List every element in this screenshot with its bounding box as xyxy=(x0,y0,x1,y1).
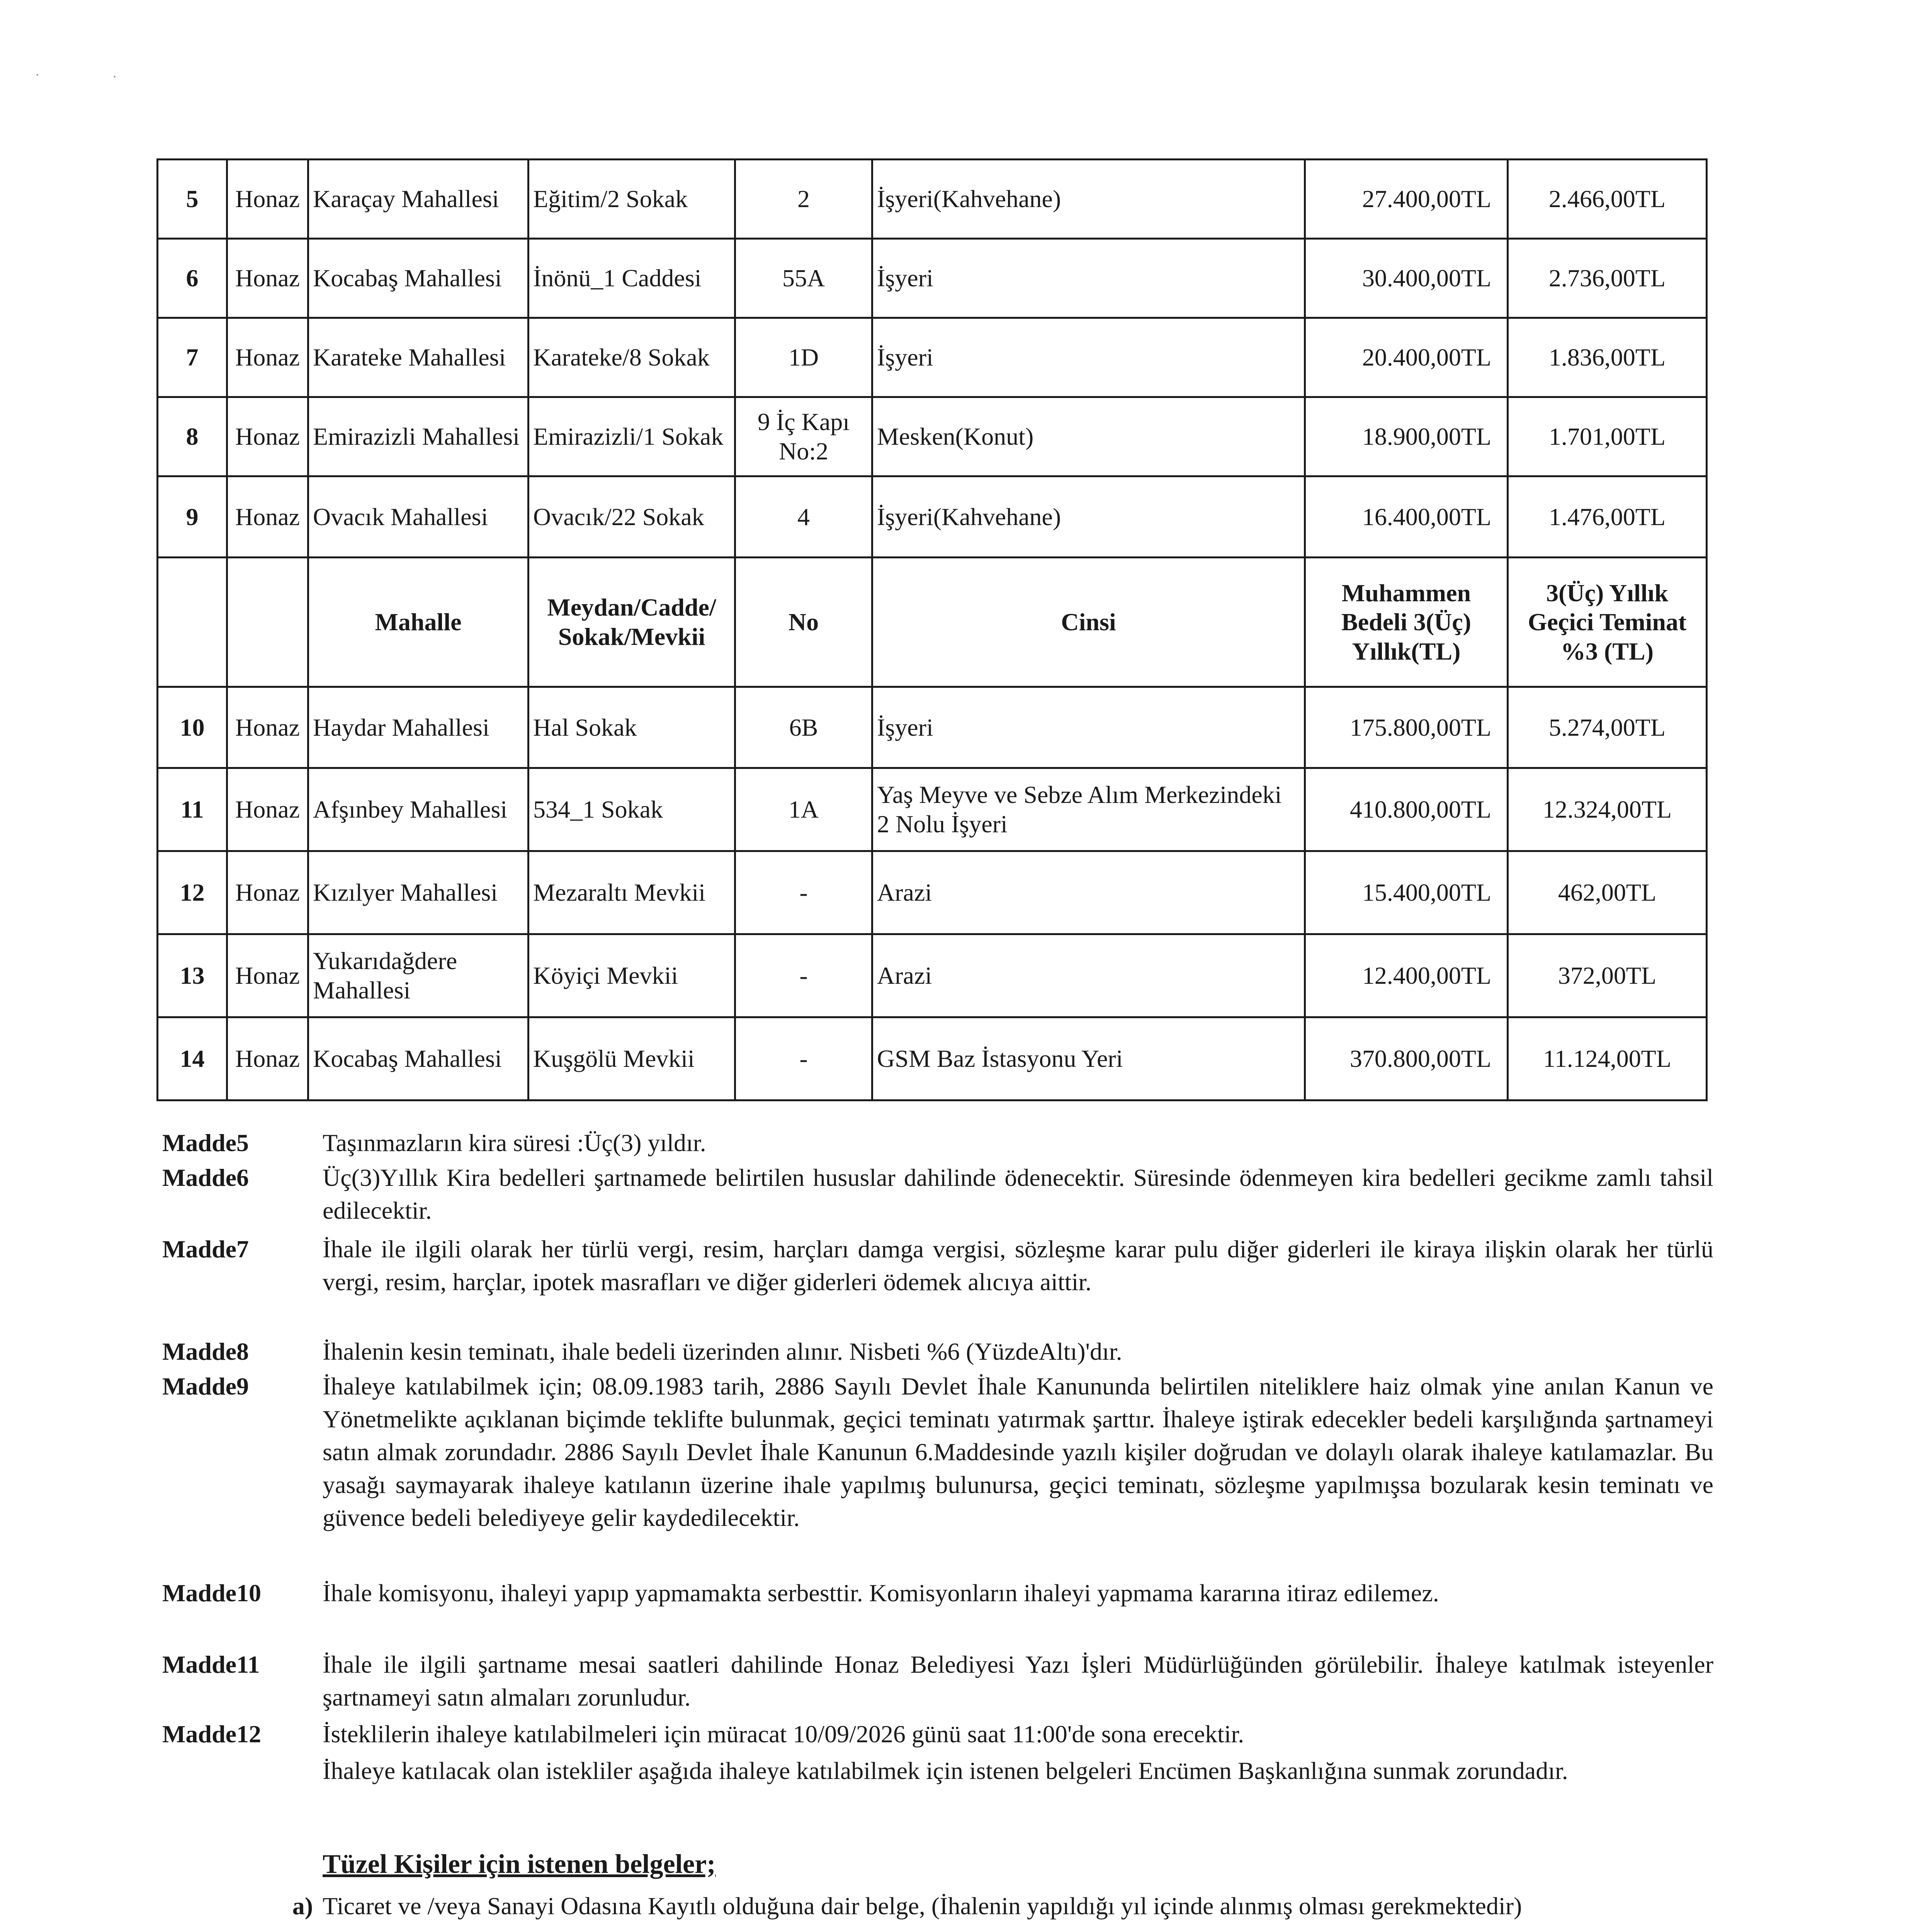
cell-muhammen: 12.400,00TL xyxy=(1305,934,1508,1017)
cell-no: 14 xyxy=(158,1017,227,1100)
cell-kapi: 9 İç Kapı No:2 xyxy=(735,397,872,476)
cell-muhammen: 18.900,00TL xyxy=(1305,397,1508,476)
madde-text: İhale ile ilgili olarak her türlü vergi, resim, harçları damga vergisi, sözleşme karar pulu diğer giderleri ile kiraya ilişkin olarak her türlü vergi, resim, harçlar, ipotek masrafları ve diğer giderleri ödemek alıcıya aittir. xyxy=(323,1235,1713,1296)
cell-no: 13 xyxy=(158,934,227,1017)
cell-mahalle: Afşınbey Mahallesi xyxy=(308,768,529,851)
table-header-row xyxy=(158,558,1707,687)
madde-label: Madde5 xyxy=(162,1129,249,1156)
cell-no: 7 xyxy=(158,318,227,397)
cell-no: 6 xyxy=(158,239,227,318)
tuzel-item-key: a) xyxy=(292,1892,313,1920)
scan-mark: · xyxy=(35,66,40,83)
madde-text: İhaleye katılabilmek için; 08.09.1983 tarih, 2886 Sayılı Devlet İhale Kanununda belirtilen niteliklere haiz olmak yine anılan Kanun ve Yönetmelikte açıklanan biçimde teklifte bulunmak, geçici teminatı yatırmak şarttır. İhaleye iştirak edecekler bedeli karşılığında şartnameyi satın almak zorundadır. 2886 Sayılı Devlet İhale Kanunun 6.Maddesinde yazılı kişiler doğrudan ve dolaylı olarak ihaleye katılamazlar. Bu yasağı saymayarak ihaleye katılanın üzerine ihale yapılmış bulunursa, geçici teminatı, sözleşme yapılmışsa bozularak kesin teminatı ve güvence bedeli belediyeye gelir kaydedilecektir. xyxy=(323,1372,1713,1531)
madde-text: İsteklilerin ihaleye katılabilmeleri için müracat 10/09/2026 günü saat 11:00'de sona erecektir. xyxy=(323,1720,1244,1748)
cell-teminat: 372,00TL xyxy=(1508,934,1707,1017)
cell-kapi: 4 xyxy=(735,476,872,558)
header-cinsi: Cinsi xyxy=(872,558,1305,687)
cell-mahalle: Kızılyer Mahallesi xyxy=(308,851,529,934)
cell-no: 11 xyxy=(158,768,227,851)
table-row xyxy=(158,1017,1707,1100)
madde-label: Madde6 xyxy=(162,1164,249,1191)
cell-teminat: 1.476,00TL xyxy=(1508,476,1707,558)
cell-muhammen: 20.400,00TL xyxy=(1305,318,1508,397)
cell-cadde: Eğitim/2 Sokak xyxy=(529,160,735,239)
cell-muhammen: 410.800,00TL xyxy=(1305,768,1508,851)
tasinmaz-table xyxy=(156,158,1708,1101)
cell-kapi: 2 xyxy=(735,160,872,239)
cell-kapi: 1A xyxy=(735,768,872,851)
cell-cinsi: Arazi xyxy=(872,934,1305,1017)
cell-kapi: 1D xyxy=(735,318,872,397)
cell-ilce: Honaz xyxy=(227,768,308,851)
tuzel-heading: Tüzel Kişiler için istenen belgeler; xyxy=(323,1849,716,1879)
cell-teminat: 2.466,00TL xyxy=(1508,160,1707,239)
madde-text: İhaleye katılacak olan istekliler aşağıda ihaleye katılabilmek için istenen belgeleri Encümen Başkanlığına sunmak zorundadır. xyxy=(323,1757,1568,1784)
cell-kapi: 6B xyxy=(735,687,872,768)
cell-muhammen: 27.400,00TL xyxy=(1305,160,1508,239)
cell-cadde: Emirazizli/1 Sokak xyxy=(529,397,735,476)
cell-cadde: Mezaraltı Mevkii xyxy=(529,851,735,934)
cell-mahalle: Kocabaş Mahallesi xyxy=(308,239,529,318)
cell-cinsi: Yaş Meyve ve Sebze Alım Merkezindeki 2 Nolu İşyeri xyxy=(872,768,1305,851)
table-row xyxy=(158,318,1707,397)
cell-cinsi: Arazi xyxy=(872,851,1305,934)
cell-ilce: Honaz xyxy=(227,1017,308,1100)
cell-cadde: İnönü_1 Caddesi xyxy=(529,239,735,318)
header-muhammen: Muhammen Bedeli 3(Üç) Yıllık(TL) xyxy=(1305,558,1508,687)
cell-muhammen: 16.400,00TL xyxy=(1305,476,1508,558)
cell-cinsi: İşyeri xyxy=(872,318,1305,397)
cell-mahalle: Karaçay Mahallesi xyxy=(308,160,529,239)
cell-kapi: - xyxy=(735,851,872,934)
madde-label: Madde7 xyxy=(162,1235,249,1263)
cell-ilce: Honaz xyxy=(227,397,308,476)
cell-cadde: Ovacık/22 Sokak xyxy=(529,476,735,558)
cell-ilce: Honaz xyxy=(227,934,308,1017)
table-row xyxy=(158,768,1707,851)
table-row xyxy=(158,934,1707,1017)
cell-kapi: 55A xyxy=(735,239,872,318)
cell-no: 5 xyxy=(158,160,227,239)
cell-mahalle: Kocabaş Mahallesi xyxy=(308,1017,529,1100)
header-mahalle: Mahalle xyxy=(308,558,529,687)
cell-cinsi: GSM Baz İstasyonu Yeri xyxy=(872,1017,1305,1100)
cell-kapi: - xyxy=(735,934,872,1017)
scan-mark: · xyxy=(112,68,117,85)
table-row xyxy=(158,851,1707,934)
cell-no: 10 xyxy=(158,687,227,768)
madde-label: Madde10 xyxy=(162,1579,261,1607)
madde-text: İhale komisyonu, ihaleyi yapıp yapmamakta serbesttir. Komisyonların ihaleyi yapmama kararına itiraz edilemez. xyxy=(323,1579,1439,1607)
cell-mahalle: Haydar Mahallesi xyxy=(308,687,529,768)
cell-cinsi: Mesken(Konut) xyxy=(872,397,1305,476)
cell-cinsi: İşyeri(Kahvehane) xyxy=(872,160,1305,239)
header-empty-ilce xyxy=(227,558,308,687)
cell-cadde: Karateke/8 Sokak xyxy=(529,318,735,397)
cell-teminat: 11.124,00TL xyxy=(1508,1017,1707,1100)
cell-cinsi: İşyeri(Kahvehane) xyxy=(872,476,1305,558)
madde-label: Madde9 xyxy=(162,1372,249,1400)
cell-mahalle: Yukarıdağdere Mahallesi xyxy=(308,934,529,1017)
madde-text: İhalenin kesin teminatı, ihale bedeli üzerinden alınır. Nisbeti %6 (YüzdeAltı)'dır. xyxy=(323,1338,1122,1365)
madde-label: Madde12 xyxy=(162,1720,261,1748)
cell-ilce: Honaz xyxy=(227,851,308,934)
madde-label: Madde11 xyxy=(162,1651,260,1678)
cell-teminat: 12.324,00TL xyxy=(1508,768,1707,851)
tuzel-item-text: Ticaret ve /veya Sanayi Odasına Kayıtlı olduğuna dair belge, (İhalenin yapıldığı yıl içinde alınmış olması gerekmektedir) xyxy=(323,1892,1522,1920)
cell-teminat: 1.836,00TL xyxy=(1508,318,1707,397)
cell-muhammen: 370.800,00TL xyxy=(1305,1017,1508,1100)
table-body-bottom xyxy=(158,687,1707,1100)
header-teminat: 3(Üç) Yıllık Geçici Teminat %3 (TL) xyxy=(1508,558,1707,687)
table-row xyxy=(158,397,1707,476)
cell-teminat: 5.274,00TL xyxy=(1508,687,1707,768)
cell-teminat: 462,00TL xyxy=(1508,851,1707,934)
table-row xyxy=(158,476,1707,558)
cell-no: 12 xyxy=(158,851,227,934)
header-empty-no xyxy=(158,558,227,687)
table-row xyxy=(158,687,1707,768)
cell-cadde: Köyiçi Mevkii xyxy=(529,934,735,1017)
cell-teminat: 1.701,00TL xyxy=(1508,397,1707,476)
cell-no: 9 xyxy=(158,476,227,558)
cell-mahalle: Ovacık Mahallesi xyxy=(308,476,529,558)
cell-mahalle: Emirazizli Mahallesi xyxy=(308,397,529,476)
cell-no: 8 xyxy=(158,397,227,476)
cell-ilce: Honaz xyxy=(227,239,308,318)
table-row xyxy=(158,160,1707,239)
cell-ilce: Honaz xyxy=(227,476,308,558)
table-header-group xyxy=(158,558,1707,687)
header-no: No xyxy=(735,558,872,687)
cell-kapi: - xyxy=(735,1017,872,1100)
cell-cadde: 534_1 Sokak xyxy=(529,768,735,851)
madde-text: İhale ile ilgili şartname mesai saatleri dahilinde Honaz Belediyesi Yazı İşleri Müdürlüğünden görülebilir. İhaleye katılmak isteyenler şartnameyi satın almaları zorunludur. xyxy=(323,1651,1713,1711)
cell-ilce: Honaz xyxy=(227,318,308,397)
cell-muhammen: 30.400,00TL xyxy=(1305,239,1508,318)
header-cadde: Meydan/Cadde/ Sokak/Mevkii xyxy=(529,558,735,687)
table-row xyxy=(158,239,1707,318)
cell-ilce: Honaz xyxy=(227,687,308,768)
cell-muhammen: 15.400,00TL xyxy=(1305,851,1508,934)
cell-cadde: Kuşgölü Mevkii xyxy=(529,1017,735,1100)
madde-text: Taşınmazların kira süresi :Üç(3) yıldır. xyxy=(323,1129,706,1156)
cell-teminat: 2.736,00TL xyxy=(1508,239,1707,318)
cell-ilce: Honaz xyxy=(227,160,308,239)
table-body-top xyxy=(158,160,1707,558)
madde-text: Üç(3)Yıllık Kira bedelleri şartnamede belirtilen hususlar dahilinde ödenecektir. Süresinde ödenmeyen kira bedelleri gecikme zamlı tahsil edilecektir. xyxy=(323,1164,1713,1224)
cell-cinsi: İşyeri xyxy=(872,239,1305,318)
cell-mahalle: Karateke Mahallesi xyxy=(308,318,529,397)
cell-cadde: Hal Sokak xyxy=(529,687,735,768)
madde-label: Madde8 xyxy=(162,1338,249,1365)
cell-muhammen: 175.800,00TL xyxy=(1305,687,1508,768)
cell-cinsi: İşyeri xyxy=(872,687,1305,768)
